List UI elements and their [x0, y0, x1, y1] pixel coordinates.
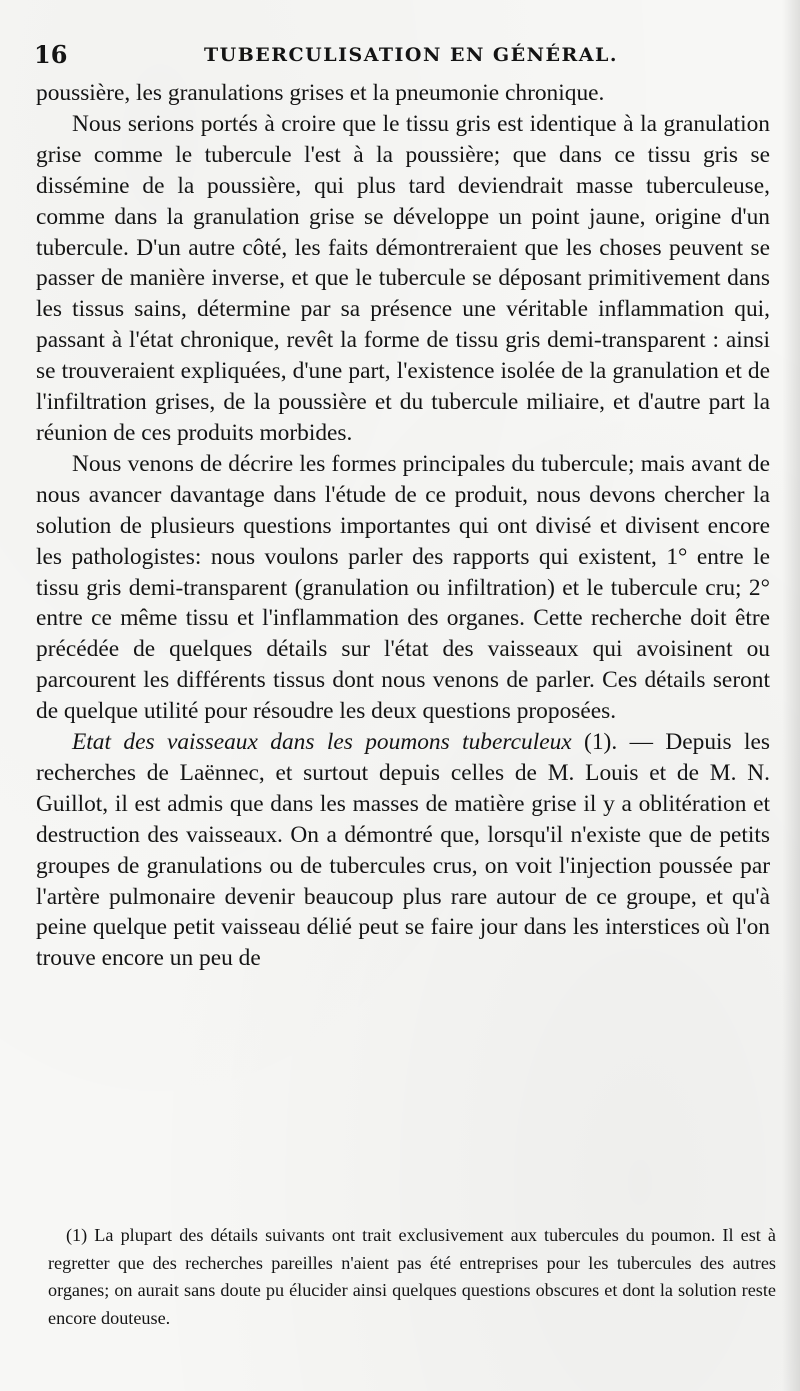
- section-heading: Etat des vaisseaux dans les poumons tuberculeux: [72, 729, 572, 756]
- footnote-text: (1) La plupart des détails suivants ont trait exclusivement aux tubercules du poumon. Il est à regretter que des recherches pareilles n'aient pas été entreprises pour les tubercules des autres organes; on aurait sans doute pu élucider ainsi quelques questions obscures et dont la solution reste encore douteuse.: [48, 1225, 776, 1328]
- paragraph: [36, 449, 770, 727]
- page-header: [34, 40, 774, 70]
- running-title: TUBERCULISATION EN GÉNÉRAL.: [204, 44, 618, 66]
- paragraph-text: (1). — Depuis les recherches de Laënnec, et surtout depuis celles de M. Louis et de M. N. Guillot, il est admis que dans les masses de matière grise il y a oblitération et destruction des vaisseaux. On a démontré que, lorsqu'il n'existe que de petits groupes de granulations ou de tubercules crus, on voit l'injection poussée par l'artère pulmonaire devenir beaucoup plus rare autour de ce groupe, et qu'à peine quelque petit vaisseau délié peut se faire jour dans les interstices où l'on trouve encore un peu de: [36, 729, 770, 972]
- paragraph-text: poussière, les granulations grises et la pneumonie chronique.: [36, 80, 605, 106]
- page-edge-shadow: [782, 0, 800, 1391]
- paragraph-continuation: [36, 78, 770, 109]
- footnote: [48, 1222, 776, 1332]
- footnotes: [48, 1222, 776, 1332]
- page-number: 16: [34, 40, 68, 69]
- paragraph: [36, 109, 770, 449]
- paragraph-text: Nous serions portés à croire que le tissu gris est identique à la granulation grise comme le tubercule l'est à la poussière; que dans ce tissu gris se dissémine de la poussière, qui plus tard deviendrait masse tuberculeuse, comme dans la granulation grise se développe un point jaune, origine d'un tubercule. D'un autre côté, les faits démontreraient que les choses peuvent se passer de manière inverse, et que le tubercule se déposant primitivement dans les tissus sains, détermine par sa présence une véritable inflammation qui, passant à l'état chronique, revêt la forme de tissu gris demi-transparent : ainsi se trouveraient expliquées, d'une part, l'existence isolée de la granulation et de l'infiltration grises, de la poussière et du tubercule miliaire, et d'autre part la réunion de ces produits morbides.: [36, 110, 770, 446]
- paragraph: [36, 727, 770, 974]
- paragraph-text: Nous venons de décrire les formes principales du tubercule; mais avant de nous avancer davantage dans l'étude de ce produit, nous devons chercher la solution de plusieurs questions importantes qui ont divisé et divisent encore les pathologistes: nous voulons parler des rapports qui existent, 1° entre le tissu gris demi-transparent (granulation ou infiltration) et le tubercule cru; 2° entre ce même tissu et l'inflammation des organes. Cette recherche doit être précédée de quelques détails sur l'état des vaisseaux qui avoisinent ou parcourent les différents tissus dont nous venons de parler. Ces détails seront de quelque utilité pour résoudre les deux questions proposées.: [36, 450, 770, 725]
- main-text: [36, 78, 770, 974]
